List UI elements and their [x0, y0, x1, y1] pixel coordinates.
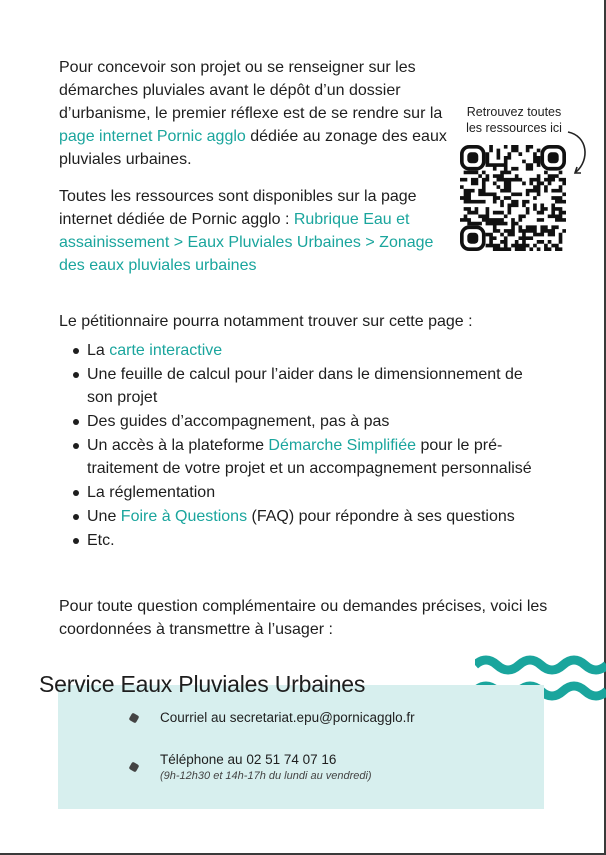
- demarche-simplifiee-link[interactable]: Démarche Simplifiée: [268, 437, 417, 454]
- list-item: [59, 481, 549, 504]
- list-item: [59, 339, 549, 362]
- phone-text[interactable]: Téléphone au 02 51 74 07 16: [160, 752, 337, 767]
- bullet-dot: [73, 490, 79, 496]
- closing-paragraph: Pour toute question complémentaire ou demandes précises, voici les coordonnées à transmettre à l’usager :: [59, 598, 548, 638]
- carte-interactive-link[interactable]: carte interactive: [109, 342, 223, 359]
- list-item: [59, 529, 549, 552]
- email-text[interactable]: Courriel au secretariat.epu@pornicagglo.fr: [160, 710, 415, 725]
- list-item-text: La réglementation: [87, 484, 216, 501]
- bullet-dot: [73, 538, 79, 544]
- qr-code-icon[interactable]: [460, 145, 566, 251]
- contact-box: [58, 685, 544, 809]
- curved-arrow-icon: [562, 130, 592, 178]
- resource-list: [59, 339, 549, 553]
- list-item: [59, 363, 549, 409]
- list-item-text: Etc.: [87, 532, 115, 549]
- list-item-text: Une: [87, 508, 121, 525]
- intro-text-start: Pour concevoir son projet ou se renseigner sur les démarches pluviales avant le dépôt d’un dossier d’urbanisme, le premier réflexe est de se rendre sur la: [59, 59, 443, 122]
- service-title: Service Eaux Pluviales Urbaines: [39, 671, 366, 697]
- intro-paragraph: [59, 56, 459, 171]
- bullet-dot: [73, 348, 79, 354]
- list-item: [59, 434, 549, 480]
- pornic-agglo-page-link[interactable]: page internet Pornic agglo: [59, 128, 246, 145]
- list-item-text: Une feuille de calcul pour l’aider dans le dimensionnement de son projet: [87, 366, 523, 406]
- list-item: [59, 410, 549, 433]
- list-item-text: La: [87, 342, 110, 359]
- faq-link[interactable]: Foire à Questions: [120, 508, 248, 525]
- resources-paragraph: [59, 185, 439, 277]
- rubrique-link[interactable]: Rubrique Eau et assainissement > Eaux Pluviales Urbaines > Zonage des eaux pluviales urbaines: [59, 211, 434, 274]
- resources-text: Toutes les ressources sont disponibles sur la page internet dédiée de Pornic agglo :: [59, 188, 417, 228]
- qr-caption: Retrouvez toutes les ressources ici: [466, 105, 562, 135]
- bullet-dot: [73, 372, 79, 378]
- list-item-text: Un accès à la plateforme: [87, 437, 269, 454]
- bullet-dot: [73, 419, 79, 425]
- bullet-dot: [73, 514, 79, 520]
- list-intro: Le pétitionnaire pourra notamment trouver sur cette page :: [59, 313, 473, 330]
- list-item: [59, 505, 549, 528]
- intro-text-end: dédiée au zonage des eaux pluviales urbaines.: [59, 128, 447, 168]
- bullet-dot: [73, 443, 79, 449]
- list-item-text: pour le pré-traitement de votre projet et un accompagnement personnalisé: [87, 437, 532, 477]
- office-hours: (9h-12h30 et 14h-17h du lundi au vendredi): [160, 770, 372, 782]
- list-item-text: (FAQ) pour répondre à ses questions: [247, 508, 515, 525]
- list-item-text: Des guides d’accompagnement, pas à pas: [87, 413, 390, 430]
